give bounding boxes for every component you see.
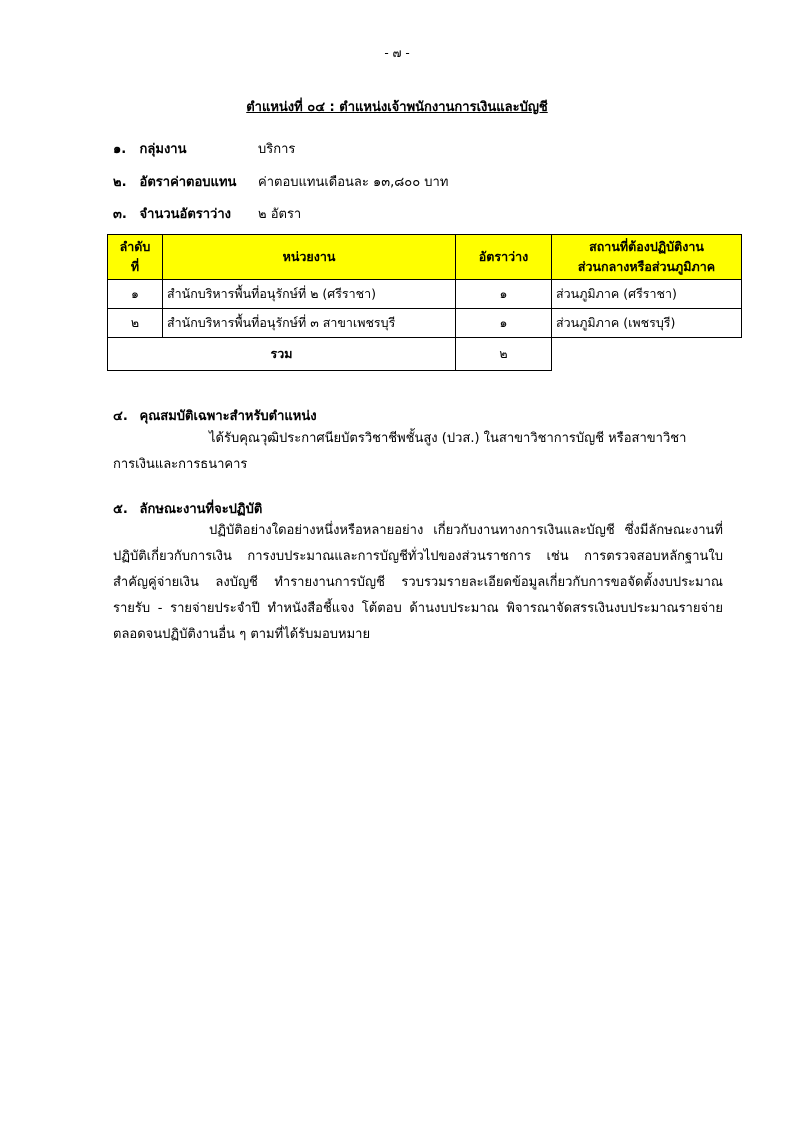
section4-title [113,405,317,426]
header-order [108,235,163,280]
header-unit: หน่วยงาน [163,235,456,280]
row-unit: สำนักบริหารพื้นที่อนุรักษ์ที่ ๒ (ศรีราชา) [163,280,456,309]
table-row [108,309,742,338]
position-heading: ตำแหน่งที่ ๐๔ : ตำแหน่งเจ้าพนักงานการเงินและบัญชี [246,100,548,115]
section5-title-text: ลักษณะงานที่จะปฏิบัติ [139,502,263,517]
section5-number: ๕. [113,502,128,517]
row-vacancy: ๑ [456,280,552,309]
row-vacancy: ๑ [456,309,552,338]
section4-number: ๔. [113,409,128,424]
info-label: จำนวนอัตราว่าง [139,207,232,222]
section4-paragraph [113,426,723,478]
section4-line1 [113,426,723,452]
info-label: อัตราค่าตอบแทน [139,175,237,190]
info-value-group: บริการ [258,142,296,157]
total-value: ๒ [456,338,552,371]
section5-text: ปฏิบัติอย่างใดอย่างหนึ่งหรือหลายอย่าง เกี่ยวกับงานทางการเงินและบัญชี ซึ่งมีลักษณะงานที่ปฏิบัติเกี่ยวกับการเงิน การงบประมาณและการบัญชีทั่วไปของส่วนราชการ เช่น การตรวจสอบหลักฐานใบสำคัญคู่จ่ายเงิน ลงบัญชี ทำรายงานการบัญชี รวบรวมรายละเอียดข้อมูลเกี่ยวกับการขอจัดตั้งงบประมาณรายรับ - รายจ่ายประจำปี ทำหนังสือชี้แจง โต้ตอบ ด้านงบประมาณ พิจารณาจัดสรรเงินงบประมาณรายจ่ายตลอดจนปฏิบัติงานอื่น ๆ ตามที่ได้รับมอบหมาย [113,523,723,642]
info-label: กลุ่มงาน [139,142,187,157]
total-label: รวม [108,338,456,371]
section4-title-text: คุณสมบัติเฉพาะสำหรับตำแหน่ง [139,409,317,424]
row-order: ๑ [108,280,163,309]
table-total-row [108,338,742,371]
vacancy-table [107,234,742,371]
row-order: ๒ [108,309,163,338]
table-header-row [108,235,742,280]
section5-paragraph [113,518,723,648]
section4-text-line1: ได้รับคุณวุฒิประกาศนียบัตรวิชาชีพชั้นสูง (ปวส.) ในสาขาวิชาการบัญชี หรือสาขาวิชา [209,431,687,446]
section5-title [113,498,262,519]
header-order-line2: ที่ [130,259,140,274]
info-value-compensation: ค่าตอบแทนเดือนละ ๑๓,๘๐๐ บาท [258,175,449,190]
header-location-line2: ส่วนกลางหรือส่วนภูมิภาค [577,259,716,274]
header-location [552,235,742,280]
row-location: ส่วนภูมิภาค (เพชรบุรี) [552,309,742,338]
info-number: ๑. [113,142,127,157]
info-number: ๓. [113,207,127,222]
row-location: ส่วนภูมิภาค (ศรีราชา) [552,280,742,309]
total-empty-cell [552,338,742,371]
header-location-line1: สถานที่ต้องปฏิบัติงาน [589,239,704,254]
info-value-vacancies: ๒ อัตรา [258,207,302,222]
header-order-line1: ลำดับ [119,239,151,254]
page-number: - ๗ - [384,46,410,60]
info-row-compensation [113,171,236,192]
info-number: ๒. [113,175,127,190]
table-row [108,280,742,309]
section4-text-line2: การเงินและการธนาคาร [113,457,248,472]
info-row-group [113,138,186,159]
row-unit: สำนักบริหารพื้นที่อนุรักษ์ที่ ๓ สาขาเพชรบุรี [163,309,456,338]
header-vacancy: อัตราว่าง [456,235,552,280]
info-row-vacancies [113,203,231,224]
